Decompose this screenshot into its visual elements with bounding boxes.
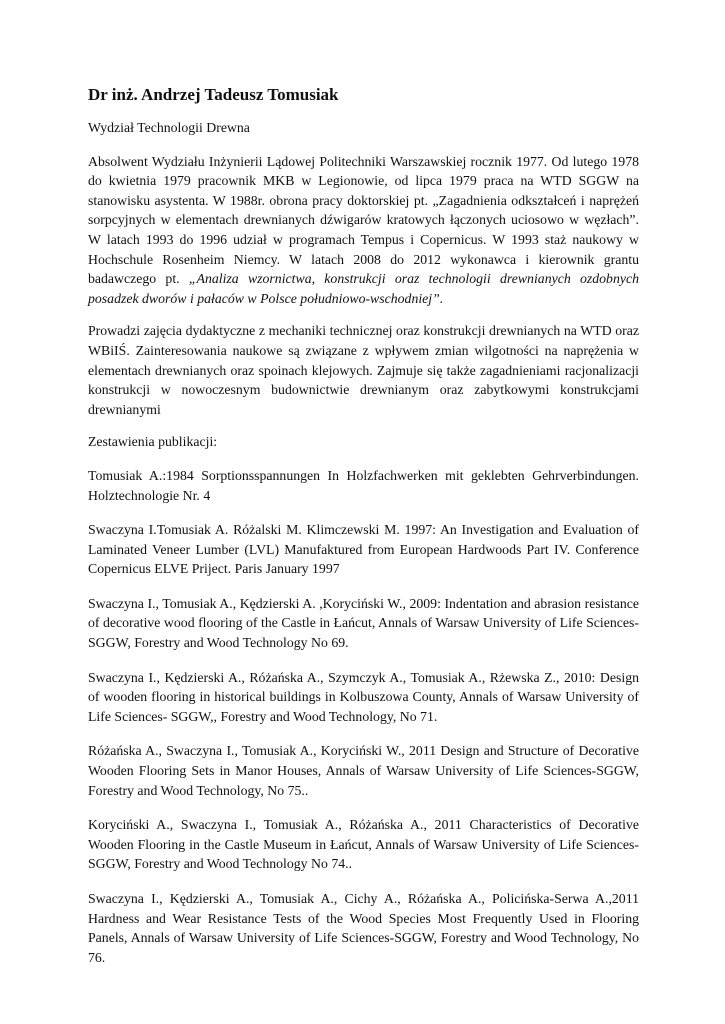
document-page <box>88 84 639 982</box>
publication-item: Swaczyna I., Kędzierski A., Tomusiak A., Cichy A., Różańska A., Policińska-Serwa A.,2011 Hardness and Wear Resistance Tests of the Wood Species Most Frequently Used in Flooring Panels, Annals of Warsaw University of Life Sciences-SGGW, Forestry and Wood Technology, No 76. <box>88 891 639 965</box>
grant-title: „Analiza wzornictwa, konstrukcji oraz technologii drewnianych ozdobnych posadzek dworów i pałaców w Polsce południowo-wschodniej”. <box>88 271 639 306</box>
publication-item: Różańska A., Swaczyna I., Tomusiak A., Koryciński W., 2011 Design and Structure of Decorative Wooden Flooring Sets in Manor Houses, Annals of Warsaw University of Life Sciences-SGGW, Forestry and Wood Technology, No 75.. <box>88 743 639 798</box>
publication-item: Tomusiak A.:1984 Sorptionsspannungen In Holzfachwerken mit geklebten Gehrverbindungen. Holztechnologie Nr. 4 <box>88 467 639 503</box>
page-title: Dr inż. Andrzej Tadeusz Tomusiak <box>88 85 339 104</box>
publication-item: Swaczyna I., Kędzierski A., Różańska A., Szymczyk A., Tomusiak A., Rżewska Z., 2010: Design of wooden flooring in historical buildings in Kolbuszowa County, Annals of Warsaw University of Life Sciences- SGGW,, Forestry and Wood Technology, No 71. <box>88 669 639 724</box>
publications-heading: Zestawienia publikacji: <box>88 434 218 450</box>
bio-paragraph <box>88 152 639 309</box>
bio-text: Absolwent Wydziału Inżynierii Lądowej Politechniki Warszawskiej rocznik 1977. Od lutego 1978 do kwietnia 1979 pracownik MKB w Legionowie, od lipca 1979 praca na WTD SGGW na stanowisku asystenta. W 1988r. obrona pracy doktorskiej pt. „Zagadnienia odkształceń i naprężeń sorpcyjnych w elementach drewnianych dźwigarów kratowych łączonych uciosowo w węzłach”. W latach 1993 do 1996 udział w programach Tempus i Copernicus. W 1993 staż naukowy w Hochschule Rosenheim Niemcy. W latach 2008 do 2012 wykonawca i kierownik grantu badawczego pt. <box>88 153 639 287</box>
research-paragraph: Prowadzi zajęcia dydaktyczne z mechaniki technicznej oraz konstrukcji drewnianych na WTD oraz WBiIŚ. Zainteresowania naukowe są związane z wpływem zmian wilgotności na naprężenia w elementach drewnianych oraz spoinach klejowych. Zajmuje się także zagadnieniami racjonalizacji konstrukcji w nowoczesnym budownictwie drewnianym oraz zabytkowymi konstrukcjami drewnianymi <box>88 323 639 417</box>
publication-item: Koryciński A., Swaczyna I., Tomusiak A., Różańska A., 2011 Characteristics of Decorative Wooden Flooring in the Castle Museum in Łańcut, Annals of Warsaw University of Life Sciences-SGGW, Forestry and Wood Technology No 74.. <box>88 817 639 872</box>
publication-item: Swaczyna I., Tomusiak A., Kędzierski A. ,Koryciński W., 2009: Indentation and abrasion resistance of decorative wood flooring of the Castle in Łańcut, Annals of Warsaw University of Life Sciences- SGGW, Forestry and Wood Technology No 69. <box>88 595 639 651</box>
publication-item: Swaczyna I.Tomusiak A. Różalski M. Klimczewski M. 1997: An Investigation and Evaluation of Laminated Veneer Lumber (LVL) Manufaktured from European Hardwoods Part IV. Conference Copernicus ELVE Priject. Paris January 1997 <box>88 522 639 577</box>
department: Wydział Technologii Drewna <box>88 120 250 135</box>
